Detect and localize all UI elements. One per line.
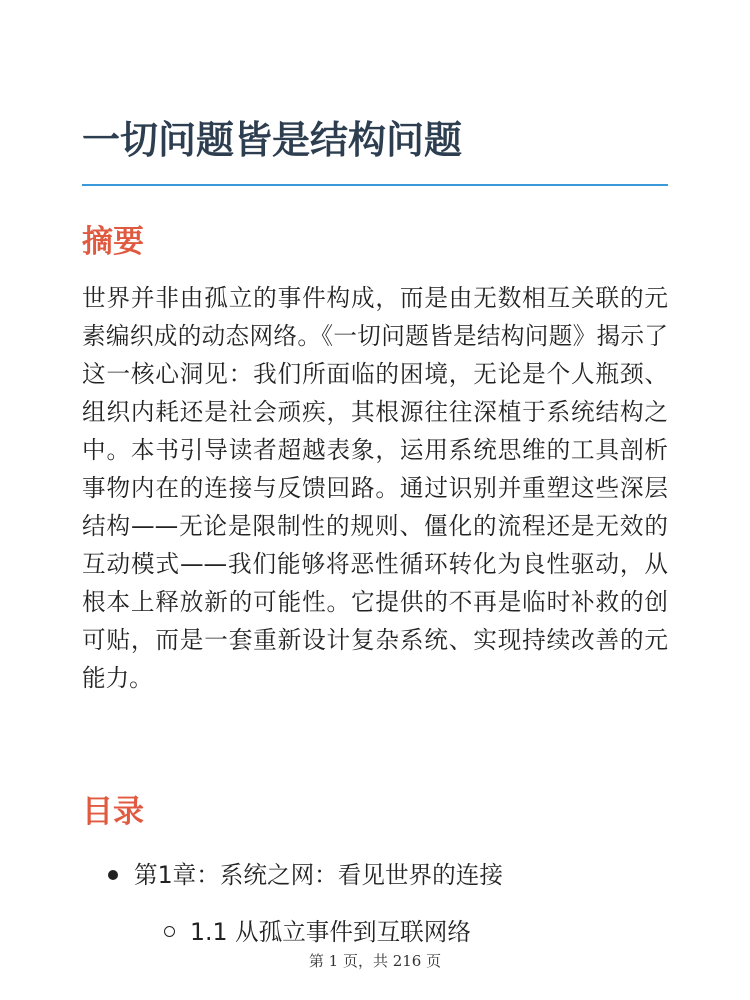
abstract-heading: 摘要 — [82, 224, 144, 260]
toc-section-label: 1.1 从孤立事件到互联网络 — [190, 918, 471, 946]
title-divider — [82, 184, 668, 186]
toc-section-item[interactable] — [82, 912, 668, 952]
bullet-circle-icon — [164, 926, 175, 937]
abstract-paragraph: 世界并非由孤立的事件构成，而是由无数相互关联的元素编织成的动态网络。《一切问题皆是结构问题》揭示了这一核心洞见：我们所面临的困境，无论是个人瓶颈、组织内耗还是社会顽疾，其根源往往深植于系统结构之中。本书引导读者超越表象，运用系统思维的工具剖析事物内在的连接与反馈回路。通过识别并重塑这些深层结构——无论是限制性的规则、僵化的流程还是无效的互动模式——我们能够将恶性循环转化为良性驱动，从根本上释放新的可能性。它提供的不再是临时补救的创可贴，而是一套重新设计复杂系统、实现持续改善的元能力。 — [82, 284, 668, 692]
toc-heading: 目录 — [82, 794, 144, 830]
toc-list — [82, 855, 668, 952]
bullet-disc-icon — [108, 870, 118, 880]
toc-chapter-label: 第1章：系统之网：看见世界的连接 — [134, 861, 503, 889]
page-footer: 第 1 页，共 216 页 — [308, 952, 442, 970]
toc-chapter-item[interactable] — [82, 855, 668, 895]
document-title: 一切问题皆是结构问题 — [82, 118, 463, 162]
